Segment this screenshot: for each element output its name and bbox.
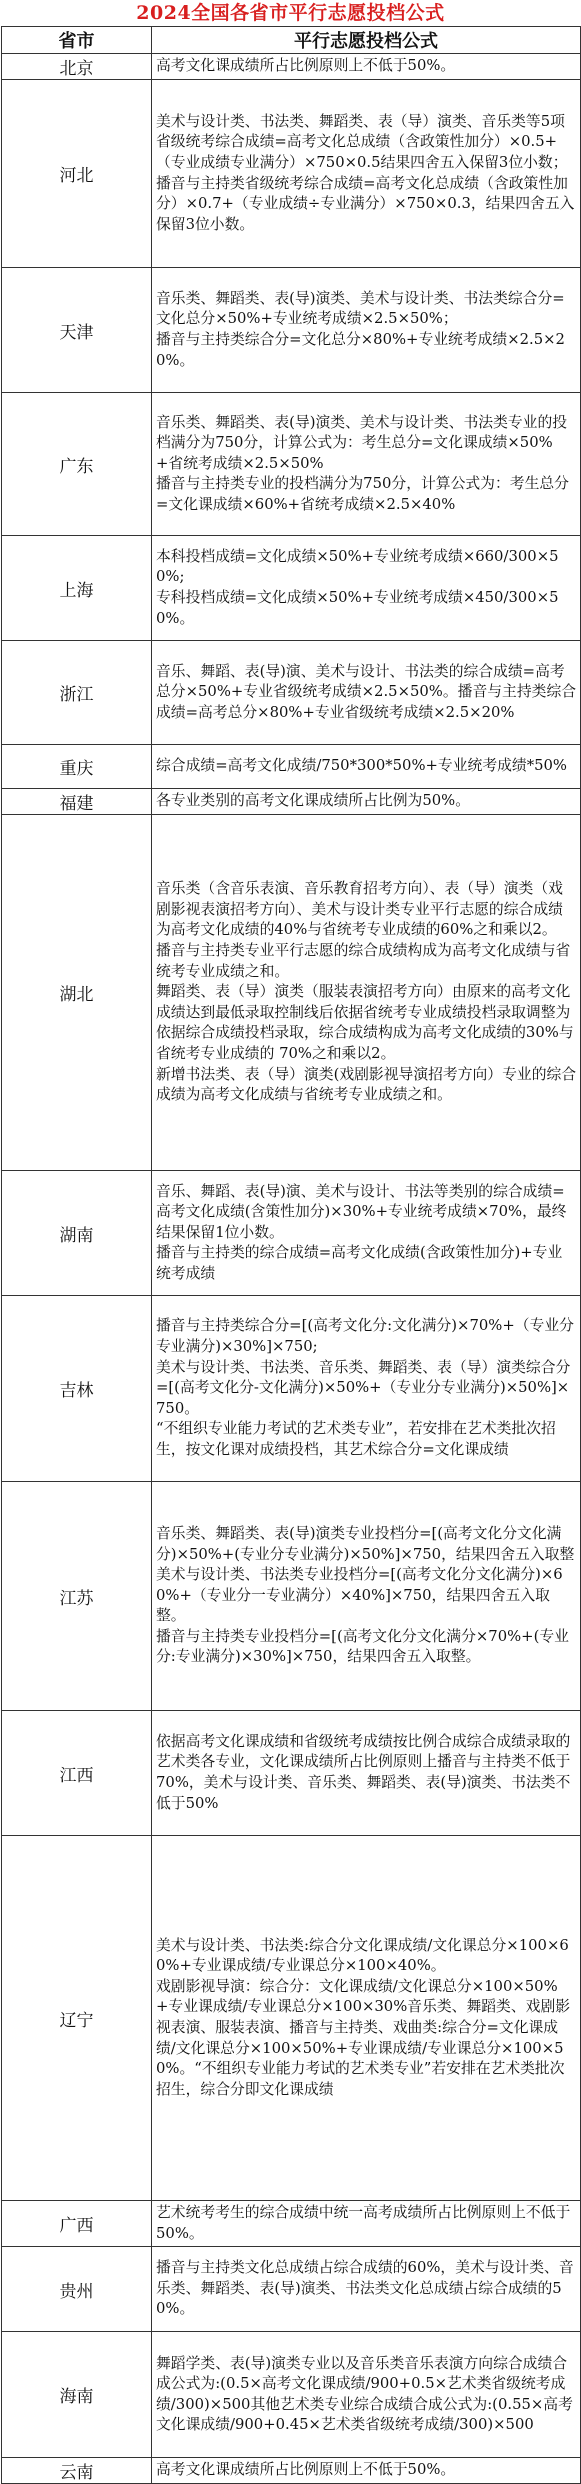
table-row: [2, 1711, 581, 1836]
formula-cell: 本科投档成绩=文化成绩×50%+专业统考成绩×660/300×50%; 专科投档成绩=文化成绩×50%+专业统考成绩×450/300×50%。: [152, 536, 581, 641]
table-row: [2, 789, 581, 815]
table-row: [2, 745, 581, 789]
province-cell: 江西: [2, 1711, 152, 1836]
formula-cell: 高考文化课成绩所占比例原则上不低于50%。: [152, 2458, 581, 2484]
policy-table: [1, 26, 581, 2484]
province-cell: 江苏: [2, 1482, 152, 1711]
province-cell: 云南: [2, 2458, 152, 2484]
formula-cell: 播音与主持类综合分=[(高考文化分:文化满分)×70%+（专业分专业满分)×30%]×750; 美术与设计类、书法类、音乐类、舞蹈类、表（导）演类综合分=[(高考文化分-文化满分)×50%+（专业分专业满分)×50%]×750。 “不组织专业能力考试的艺术类专业”，若安排在艺术类批次招生，按文化课对成绩投档，其艺术综合分=文化课成绩: [152, 1296, 581, 1482]
table-row: [2, 815, 581, 1171]
table-row: [2, 2201, 581, 2247]
header-province: 省市: [2, 27, 152, 54]
formula-cell: 舞蹈学类、表(导)演类专业以及音乐类音乐表演方向综合成绩合成公式为:(0.5×高考文化课成绩/900+0.5×艺术类省级统考成绩/300)×500其他艺术类专业综合成绩合成公式为:(0.55×高考文化课成绩/900+0.45×艺术类省级统考成绩/300)×500: [152, 2332, 581, 2458]
province-cell: 贵州: [2, 2247, 152, 2332]
formula-cell: 各专业类别的高考文化课成绩所占比例为50%。: [152, 789, 581, 815]
table-row: [2, 2247, 581, 2332]
province-cell: 天津: [2, 268, 152, 393]
province-cell: 河北: [2, 80, 152, 268]
table-row: [2, 2332, 581, 2458]
province-cell: 重庆: [2, 745, 152, 789]
header-row: [2, 27, 581, 54]
formula-cell: 音乐类、舞蹈类、表(导)演类专业投档分=[(高考文化分文化满分)×50%+(专业分专业满分)×50%]×750，结果四舍五入取整美术与设计类、书法类专业投档分=[(高考文化分文化满分)×60%+（专业分一专业满分）×40%]×750，结果四舍五入取整。 播音与主持类专业投档分=[(高考文化分文化满分×70%+(专业分:专业满分)×30%]×750，结果四舍五入取整。: [152, 1482, 581, 1711]
province-cell: 浙江: [2, 641, 152, 745]
formula-cell: 依据高考文化课成绩和省级统考成绩按比例合成综合成绩录取的艺术类各专业，文化课成绩所占比例原则上播音与主持类不低于70%，美术与设计类、音乐类、舞蹈类、表(导)演类、书法类不低于50%: [152, 1711, 581, 1836]
formula-cell: 音乐、舞蹈、表(导)演、美术与设计、书法类的综合成绩=高考总分×50%+专业省级统考成绩×2.5×50%。播音与主持类综合成绩=高考总分×80%+专业省级统考成绩×2.5×20%: [152, 641, 581, 745]
province-cell: 湖北: [2, 815, 152, 1171]
formula-cell: 综合成绩=高考文化成绩/750*300*50%+专业统考成绩*50%: [152, 745, 581, 789]
province-cell: 辽宁: [2, 1836, 152, 2201]
formula-cell: 音乐类（含音乐表演、音乐教育招考方向）、表（导）演类（戏剧影视表演招考方向）、美术与设计类专业平行志愿的综合成绩为高考文化成绩的40%与省统考专业成绩的60%之和乘以2。 播音与主持类专业平行志愿的综合成绩构成为高考文化成绩与省统考专业成绩之和。 舞蹈类、表（导）演类（服装表演招考方向）由原来的高考文化成绩达到最低录取控制线后依据省统考专业成绩投档录取调整为依据综合成绩投档录取，综合成绩构成为高考文化成绩的30%与省统考专业成绩的 70%之和乘以2。 新增书法类、表（导）演类(戏剧影视导演招考方向）专业的综合成绩为高考文化成绩与省统考专业成绩之和。: [152, 815, 581, 1171]
table-row: [2, 1836, 581, 2201]
province-cell: 广西: [2, 2201, 152, 2247]
table-row: [2, 641, 581, 745]
formula-cell: 艺术统考考生的综合成绩中统一高考成绩所占比例原则上不低于 50%。: [152, 2201, 581, 2247]
formula-cell: 美术与设计类、书法类:综合分文化课成绩/文化课总分×100×60%+专业课成绩/专业课总分×100×40%。 戏剧影视导演：综合分：文化课成绩/文化课总分×100×50%+专业课成绩/专业课总分×100×30%音乐类、舞蹈类、戏剧影视表演、服装表演、播音与主持类、戏曲类:综合分=文化课成绩/文化课总分×100×50%+专业课成绩/专业课总分×100×50%。“不组织专业能力考试的艺术类专业”若安排在艺术类批次招生，综合分即文化课成绩: [152, 1836, 581, 2201]
table-row: [2, 393, 581, 536]
formula-cell: 播音与主持类文化总成绩占综合成绩的60%，美术与设计类、音乐类、舞蹈类、表(导)演类、书法类文化总成绩占综合成绩的50%。: [152, 2247, 581, 2332]
province-cell: 福建: [2, 789, 152, 815]
formula-cell: 高考文化课成绩所占比例原则上不低于50%。: [152, 54, 581, 80]
table-row: [2, 1482, 581, 1711]
province-cell: 海南: [2, 2332, 152, 2458]
province-cell: 北京: [2, 54, 152, 80]
table-row: [2, 1171, 581, 1296]
table-row: [2, 536, 581, 641]
page: [1, 0, 580, 2484]
page-title: 2024全国各省市平行志愿投档公式: [136, 2, 445, 24]
formula-cell: 音乐类、舞蹈类、表(导)演类、美术与设计类、书法类综合分=文化总分×50%+专业统考成绩×2.5×50%； 播音与主持类综合分=文化总分×80%+专业统考成绩×2.5×20%。: [152, 268, 581, 393]
table-row: [2, 1296, 581, 1482]
province-cell: 上海: [2, 536, 152, 641]
table-row: [2, 2458, 581, 2484]
table-row: [2, 80, 581, 268]
province-cell: 广东: [2, 393, 152, 536]
province-cell: 吉林: [2, 1296, 152, 1482]
formula-cell: 音乐类、舞蹈类、表(导)演类、美术与设计类、书法类专业的投档满分为750分，计算公式为：考生总分=文化课成绩×50%+省统考成绩×2.5×50% 播音与主持类专业的投档满分为750分，计算公式为：考生总分=文化课成绩×60%+省统考成绩×2.5×40%: [152, 393, 581, 536]
formula-cell: 美术与设计类、书法类、舞蹈类、表（导）演类、音乐类等5项省级统考综合成绩=高考文化总成绩（含政策性加分）×0.5+（专业成绩专业满分）×750×0.5结果四舍五入保留3位小数； 播音与主持类省级统考综合成绩=高考文化总成绩（含政策性加分）×0.7+（专业成绩÷专业满分）×750×0.3，结果四舍五入保留3位小数。: [152, 80, 581, 268]
province-cell: 湖南: [2, 1171, 152, 1296]
formula-cell: 音乐、舞蹈、表(导)演、美术与设计、书法等类别的综合成绩=高考文化成绩(含策性加分)×30%+专业统考成绩×70%，最终结果保留1位小数。 播音与主持类的综合成绩=高考文化成绩(含政策性加分)+专业统考成绩: [152, 1171, 581, 1296]
table-row: [2, 268, 581, 393]
table-row: [2, 54, 581, 80]
header-formula: 平行志愿投档公式: [152, 27, 581, 54]
